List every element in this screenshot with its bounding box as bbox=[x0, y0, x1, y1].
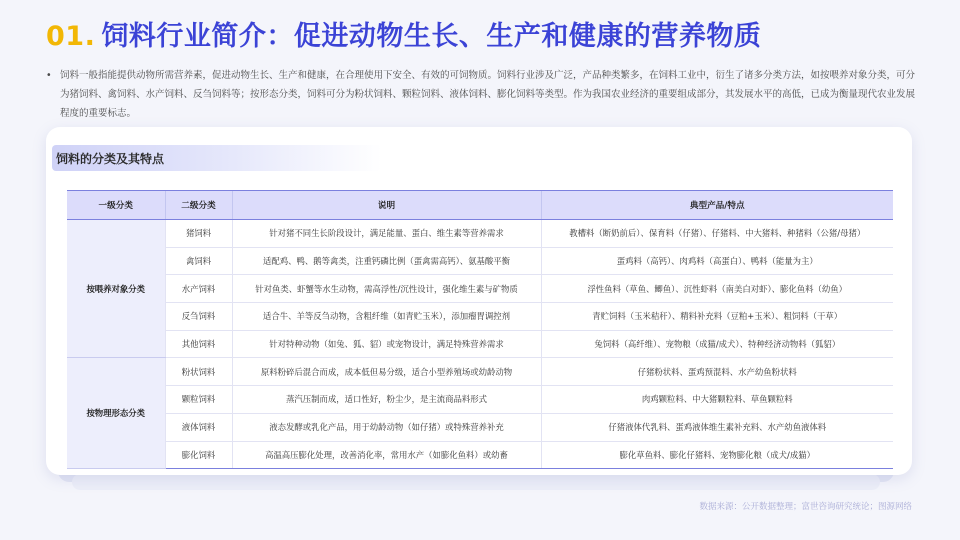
description-cell: 针对特种动物（如兔、狐、貂）或宠物设计，满足特殊营养需求 bbox=[232, 330, 541, 358]
card-shadow-layer-2 bbox=[72, 474, 880, 490]
subcategory-cell: 粉状饲料 bbox=[165, 358, 232, 386]
products-cell: 蛋鸡料（高钙）、肉鸡料（高蛋白）、鸭料（能量为主） bbox=[541, 247, 893, 275]
description-cell: 适配鸡、鸭、鹅等禽类，注重钙磷比例（蛋禽需高钙）、氨基酸平衡 bbox=[232, 247, 541, 275]
intro-text: 饲料一般指能提供动物所需营养素，促进动物生长、生产和健康，在合理使用下安全、有效的可饲物质。饲料行业涉及广泛，产品种类繁多，在饲料工业中，衍生了诸多分类方法，如按喂养对象分类，可分为猪饲料、禽饲料、水产饲料、反刍饲料等；按形态分类，饲料可分为粉状饲料、颗粒饲料、液体饲料、膨化饲料等类型。作为我国农业经济的重要组成部分，其发展水平的高低，已成为衡量现代农业发展程度的重要标志。 bbox=[60, 70, 916, 119]
table-row bbox=[67, 330, 893, 358]
description-cell: 适合牛、羊等反刍动物，含粗纤维（如青贮玉米），添加瘤胃调控剂 bbox=[232, 303, 541, 331]
table-header-row bbox=[67, 191, 893, 220]
products-cell: 青贮饲料（玉米秸秆）、精料补充料（豆粕+玉米）、粗饲料（干草） bbox=[541, 303, 893, 331]
products-cell: 肉鸡颗粒料、中大猪颗粒料、草鱼颗粒料 bbox=[541, 386, 893, 414]
section-label-text: 饲料的分类及其特点 bbox=[56, 152, 165, 166]
products-cell: 教槽料（断奶前后）、保育料（仔猪）、仔猪料、中大猪料、种猪料（公猪/母猪） bbox=[541, 220, 893, 248]
subcategory-cell: 反刍饲料 bbox=[165, 303, 232, 331]
table-row bbox=[67, 220, 893, 248]
products-cell: 仔猪粉状料、蛋鸡预混料、水产幼鱼粉状料 bbox=[541, 358, 893, 386]
subcategory-cell: 膨化饲料 bbox=[165, 441, 232, 469]
subcategory-cell: 颗粒饲料 bbox=[165, 386, 232, 414]
feed-classification-table bbox=[67, 190, 893, 469]
subcategory-cell: 禽饲料 bbox=[165, 247, 232, 275]
intro-paragraph bbox=[46, 66, 916, 123]
products-cell: 兔饲料（高纤维）、宠物粮（成猫/成犬）、特种经济动物料（狐貂） bbox=[541, 330, 893, 358]
table-row bbox=[67, 386, 893, 414]
column-header: 说明 bbox=[232, 191, 541, 220]
page-title-text: 饲料行业简介：促进动物生长、生产和健康的营养物质 bbox=[101, 21, 762, 52]
subcategory-cell: 猪饲料 bbox=[165, 220, 232, 248]
column-header: 二级分类 bbox=[165, 191, 232, 220]
products-cell: 仔猪液体代乳料、蛋鸡液体维生素补充料、水产幼鱼液体料 bbox=[541, 413, 893, 441]
table-row bbox=[67, 441, 893, 469]
description-cell: 针对猪不同生长阶段设计，满足能量、蛋白、维生素等营养需求 bbox=[232, 220, 541, 248]
group-cell: 按喂养对象分类 bbox=[67, 220, 165, 358]
section-number: 01. bbox=[46, 21, 96, 52]
products-cell: 浮性鱼料（草鱼、鲫鱼）、沉性虾料（南美白对虾）、膨化鱼料（幼鱼） bbox=[541, 275, 893, 303]
description-cell: 针对鱼类、虾蟹等水生动物，需高浮性/沉性设计，强化维生素与矿物质 bbox=[232, 275, 541, 303]
subcategory-cell: 液体饲料 bbox=[165, 413, 232, 441]
description-cell: 原料粉碎后混合而成，成本低但易分级，适合小型养殖场或幼龄动物 bbox=[232, 358, 541, 386]
data-source-note: 数据来源：公开数据整理；富世咨询研究统论；图源网络 bbox=[699, 502, 912, 512]
column-header: 典型产品/特点 bbox=[541, 191, 893, 220]
page-title bbox=[46, 14, 761, 53]
description-cell: 高温高压膨化处理，改善消化率，常用水产（如膨化鱼料）或幼畜 bbox=[232, 441, 541, 469]
table-row bbox=[67, 413, 893, 441]
table-row bbox=[67, 303, 893, 331]
bullet-icon: • bbox=[46, 70, 52, 81]
table-row bbox=[67, 275, 893, 303]
subcategory-cell: 水产饲料 bbox=[165, 275, 232, 303]
group-cell: 按物理形态分类 bbox=[67, 358, 165, 469]
products-cell: 膨化草鱼料、膨化仔猪料、宠物膨化粮（成犬/成猫） bbox=[541, 441, 893, 469]
table-row bbox=[67, 247, 893, 275]
subcategory-cell: 其他饲料 bbox=[165, 330, 232, 358]
table-row bbox=[67, 358, 893, 386]
description-cell: 液态发酵或乳化产品，用于幼龄动物（如仔猪）或特殊营养补充 bbox=[232, 413, 541, 441]
column-header: 一级分类 bbox=[67, 191, 165, 220]
description-cell: 蒸汽压制而成，适口性好，粉尘少，是主流商品料形式 bbox=[232, 386, 541, 414]
section-label bbox=[52, 145, 382, 171]
